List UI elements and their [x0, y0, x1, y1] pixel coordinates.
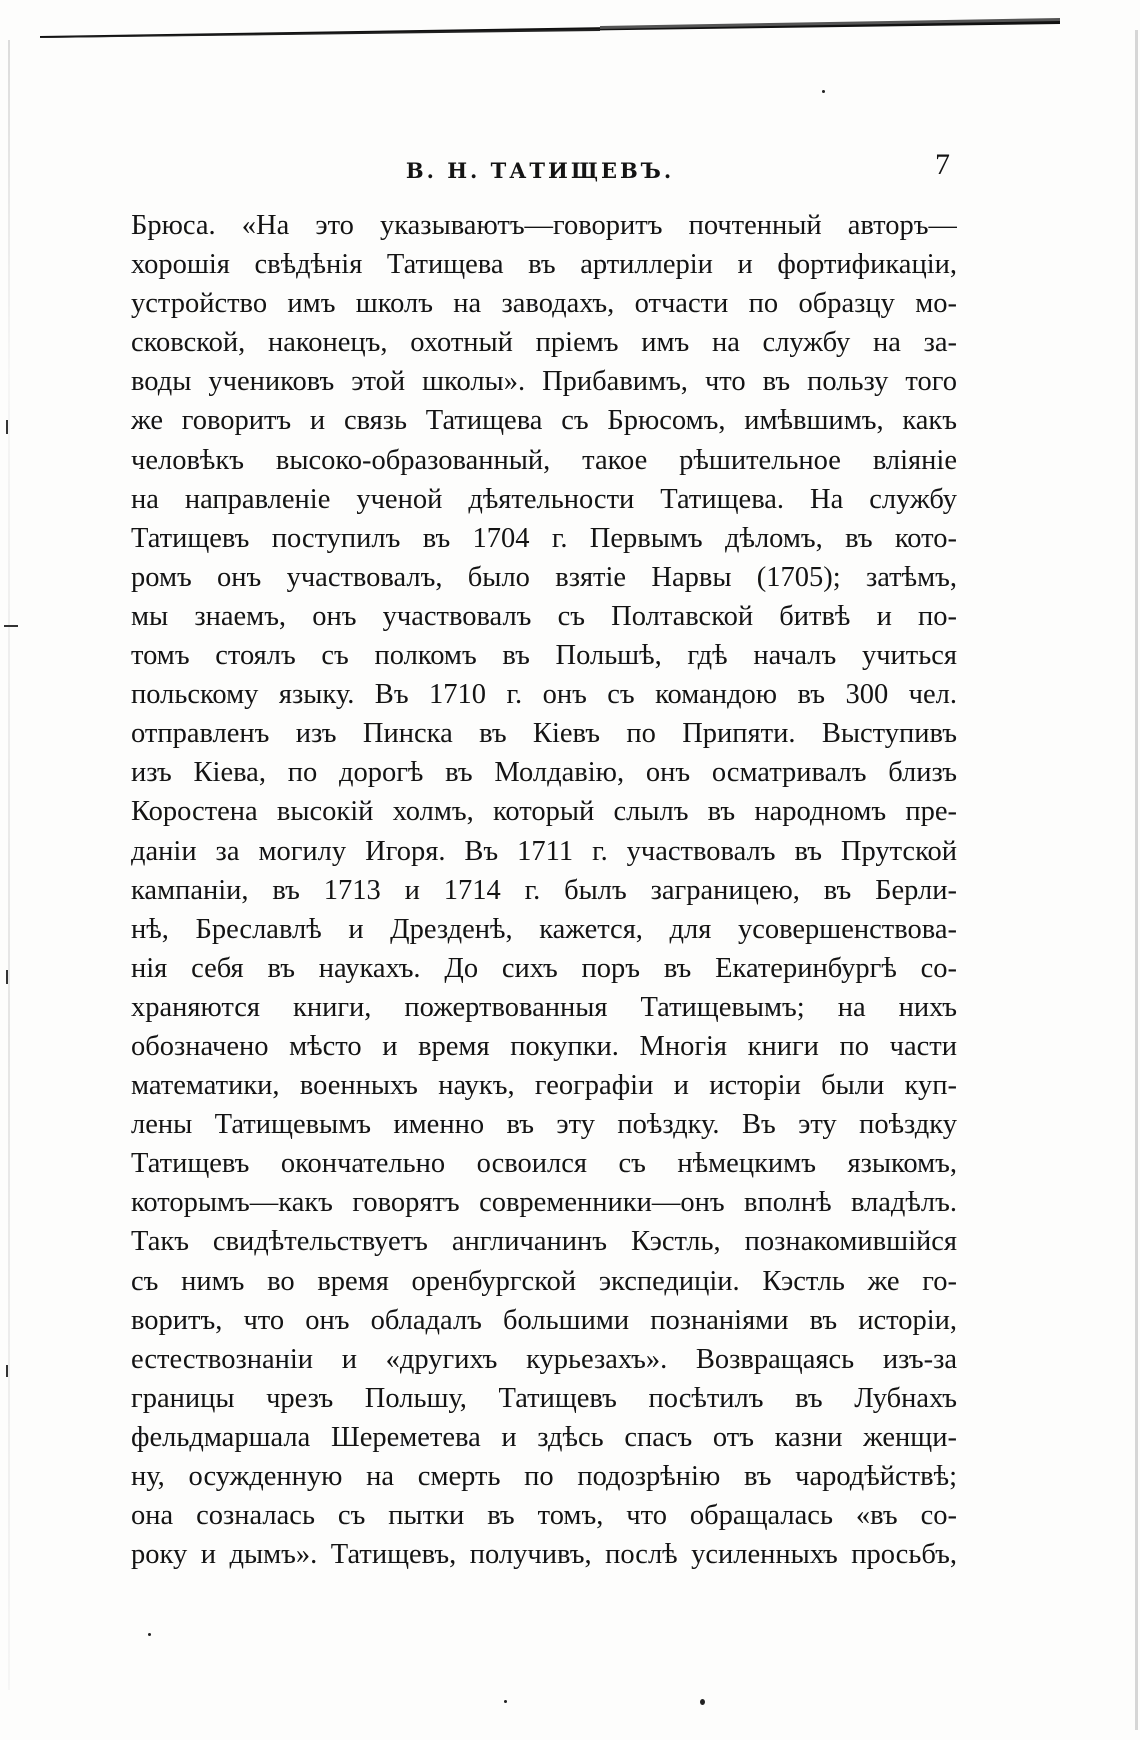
- scan-artifact-shape: [40, 16, 1060, 38]
- text-line: фельдмаршала Шереметева и здѣсь спасъ отъ казни женщи-: [131, 1421, 957, 1453]
- text-line: нѣ, Бреславлѣ и Дрезденѣ, кажется, для усовершенствова-: [131, 913, 957, 945]
- margin-mark: [6, 1365, 8, 1377]
- text-line: которымъ—какъ говорятъ современники—онъ вполнѣ владѣлъ.: [131, 1187, 957, 1219]
- text-line: даніи за могилу Игоря. Въ 1711 г. участвовалъ въ Прутской: [131, 835, 957, 867]
- text-line: Брюса. «На это указываютъ—говоритъ почтенный авторъ—: [131, 210, 957, 241]
- page-number: 7: [935, 148, 950, 181]
- text-line: воды учениковъ этой школы». Прибавимъ, что въ пользу того: [131, 366, 957, 398]
- text-line: року и дымъ». Татищевъ, получивъ, послѣ усиленныхъ просьбъ,: [131, 1539, 957, 1571]
- margin-mark: [6, 420, 8, 434]
- text-line: на направленіе ученой дѣятельности Татищева. На службу: [131, 483, 957, 515]
- text-line: же говоритъ и связь Татищева съ Брюсомъ, имѣвшимъ, какъ: [131, 405, 957, 437]
- text-line: ну, осужденную на смерть по подозрѣнію въ чародѣйствѣ;: [131, 1461, 957, 1492]
- speck: [148, 1633, 151, 1636]
- text-line: границы чрезъ Польшу, Татищевъ посѣтилъ въ Лубнахъ: [131, 1382, 957, 1414]
- text-line: нія себя въ наукахъ. До сихъ поръ въ Екатеринбургѣ со-: [131, 952, 957, 984]
- text-line: съ нимъ во время оренбургской экспедиціи. Кэстль же го-: [131, 1265, 957, 1297]
- text-line: томъ стоялъ съ полкомъ въ Польшѣ, гдѣ началъ учиться: [131, 640, 957, 672]
- text-line: изъ Кіева, по дорогѣ въ Молдавію, онъ осматривалъ близъ: [131, 757, 957, 789]
- text-line: естествознаніи и «другихъ курьезахъ». Возвращаясь изъ-за: [131, 1343, 957, 1375]
- text-line: ромъ онъ участвовалъ, было взятіе Нарвы (1705); затѣмъ,: [131, 561, 957, 593]
- text-line: Такъ свидѣтельствуетъ англичанинъ Кэстль, познакомившійся: [131, 1226, 957, 1258]
- speck: [700, 1699, 705, 1705]
- speck: [822, 90, 825, 93]
- text-line: обозначено мѣсто и время покупки. Многія книги по части: [131, 1030, 957, 1062]
- running-title: В. Н. ТАТИЩЕВЪ.: [405, 158, 675, 183]
- scan-left-edge: [8, 40, 10, 1690]
- text-line: храняются книги, пожертвованныя Татищевымъ; на нихъ: [131, 991, 957, 1023]
- scan-right-edge: [1135, 30, 1138, 1730]
- text-line: лены Татищевымъ именно въ эту поѣздку. Въ эту поѣздку: [131, 1109, 957, 1141]
- text-line: кампаніи, въ 1713 и 1714 г. былъ заграницею, въ Берли-: [131, 874, 957, 906]
- text-line: она созналась съ пытки въ томъ, что обращалась «въ со-: [131, 1500, 957, 1532]
- margin-mark: [6, 970, 8, 984]
- scan-artifact-bar: [40, 16, 1060, 38]
- page-header: [130, 148, 950, 188]
- speck: [504, 1700, 507, 1703]
- text-line: мы знаемъ, онъ участвовалъ съ Полтавской битвѣ и по-: [131, 600, 957, 632]
- text-line: польскому языку. Въ 1710 г. онъ съ командою въ 300 чел.: [131, 679, 957, 711]
- text-line: Татищевъ окончательно освоился съ нѣмецкимъ языкомъ,: [131, 1148, 957, 1180]
- margin-mark: [4, 625, 18, 627]
- text-line: человѣкъ высоко-образованный, такое рѣшительное вліяніе: [131, 444, 957, 476]
- body-text: [131, 206, 957, 1574]
- text-line: Коростена высокій холмъ, который слылъ въ народномъ пре-: [131, 796, 957, 828]
- text-line: Татищевъ поступилъ въ 1704 г. Первымъ дѣломъ, въ кото-: [131, 522, 957, 554]
- text-line: устройство имъ школъ на заводахъ, отчасти по образцу мо-: [131, 288, 957, 320]
- text-line: математики, военныхъ наукъ, географіи и исторіи были куп-: [131, 1070, 957, 1102]
- text-line: воритъ, что онъ обладалъ большими познаніями въ исторіи,: [131, 1304, 957, 1336]
- text-line: сковской, наконецъ, охотный пріемъ имъ на службу на за-: [131, 327, 957, 359]
- text-line: хорошія свѣдѣнія Татищева въ артиллеріи и фортификаціи,: [131, 249, 957, 281]
- text-line: отправленъ изъ Пинска въ Кіевъ по Припяти. Выступивъ: [131, 718, 957, 750]
